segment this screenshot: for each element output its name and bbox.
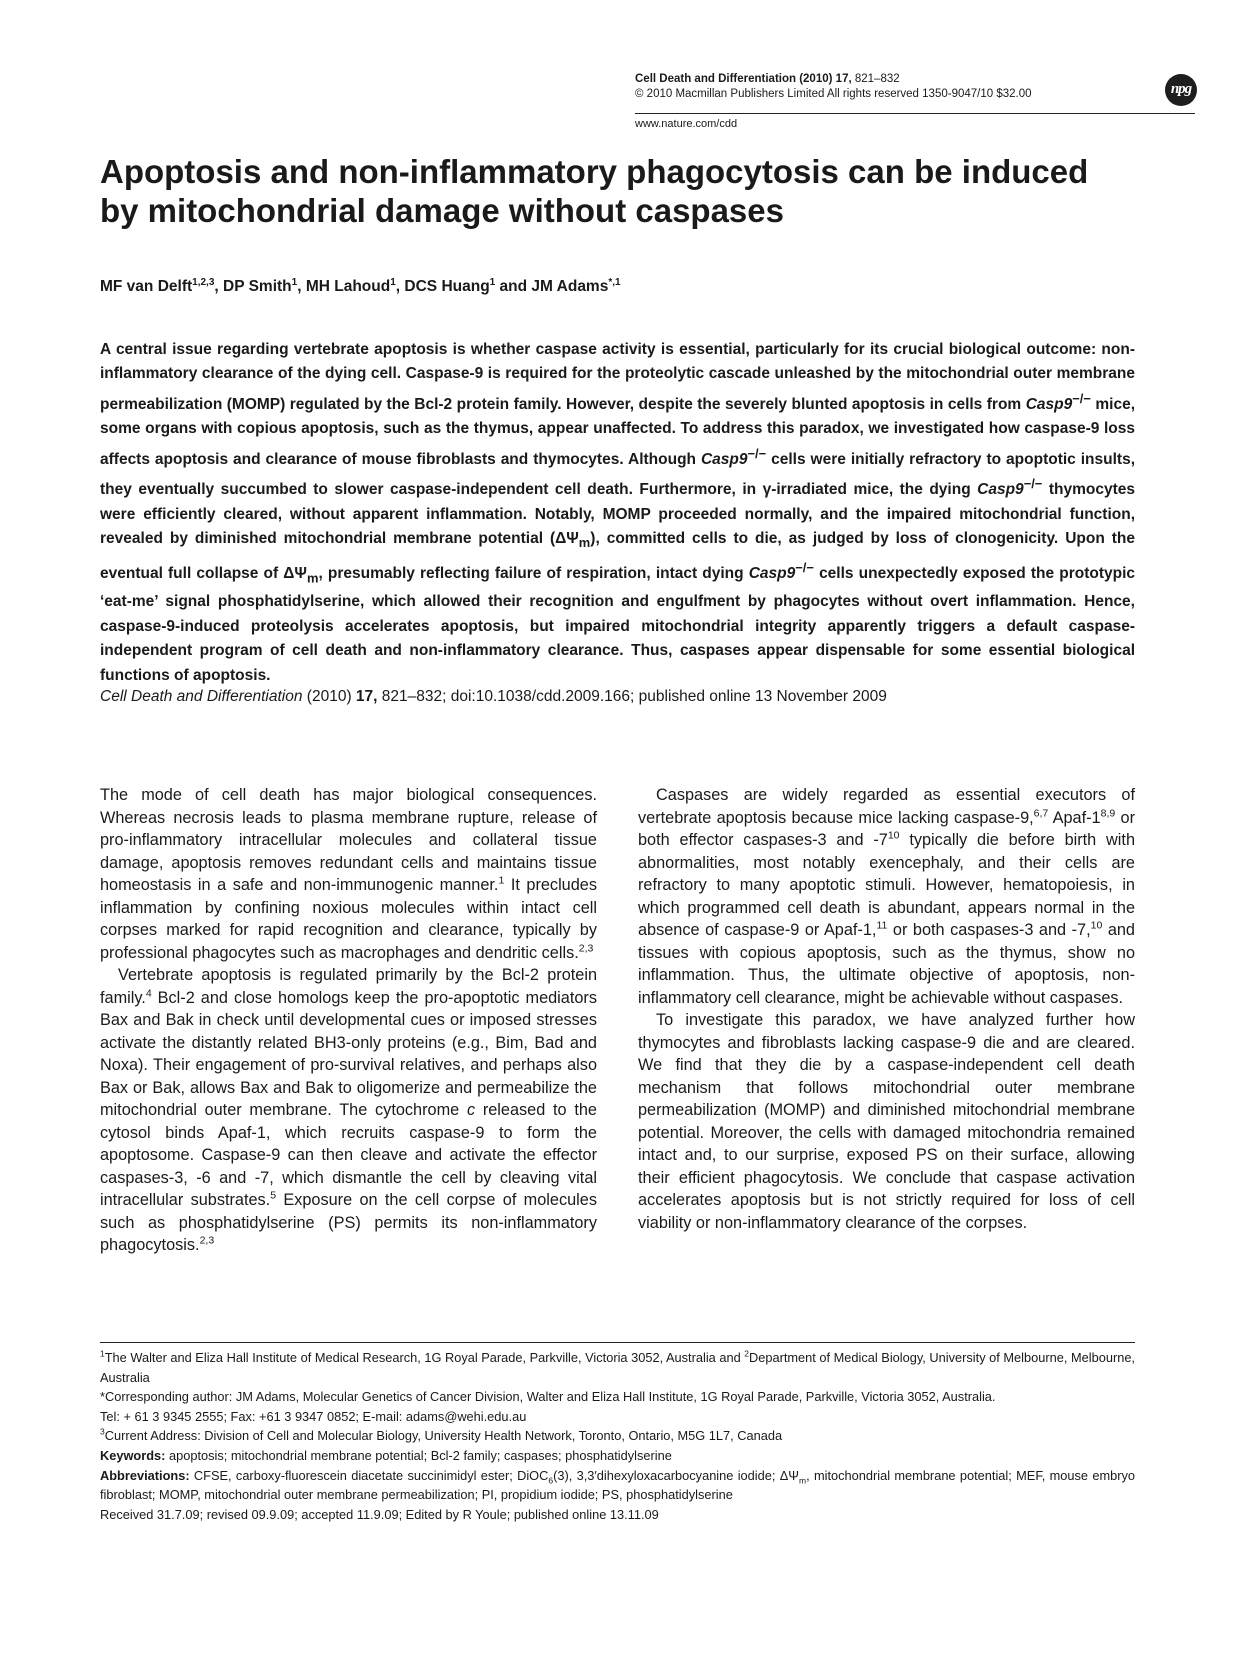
gene-name: Casp9 — [977, 481, 1024, 499]
body-text: or both caspases-3 and -7, — [887, 921, 1091, 939]
citation-details: 821–832; doi:10.1038/cdd.2009.166; published online 13 November 2009 — [381, 688, 887, 705]
footnote-divider — [100, 1342, 1135, 1343]
gene-name: Casp9 — [700, 450, 748, 468]
genotype: −/− — [1072, 390, 1091, 406]
copyright-line: © 2010 Macmillan Publishers Limited All rights reserved 1350-9047/10 $32.00 — [635, 88, 1032, 100]
author-name: DP Smith — [223, 278, 292, 296]
citation-volume: 17, — [355, 688, 378, 705]
author-name: DCS Huang — [404, 278, 490, 296]
body-paragraph — [100, 784, 597, 964]
contact-info[interactable]: Tel: + 61 3 9345 2555; Fax: +61 3 9347 0852; E-mail: adams@wehi.edu.au — [100, 1408, 527, 1424]
gene-name: Casp9 — [1025, 395, 1073, 413]
body-text: It precludes inflammation by confining noxious molecules within intact cell corpses marked for rapid recognition and clearance, typically by professional phagocytes such as macrophages and dendritic cells. — [100, 876, 597, 962]
body-text: or both effector caspases-3 and -7 — [638, 808, 1135, 849]
gene-name: Casp9 — [748, 564, 796, 582]
subscript: m — [578, 535, 591, 551]
journal-citation-line — [635, 72, 1195, 87]
current-address — [100, 1426, 1135, 1446]
reference-link[interactable]: 10 — [887, 829, 900, 842]
body-column-left — [100, 784, 597, 1257]
body-paragraph: To investigate this paradox, we have analyzed further how thymocytes and fibroblasts lacking caspase-9 die and are cleared. We find that they die by a caspase-independent cell death mechanism that follows mitochondrial outer membrane permeabilization (MOMP) and diminished mitochondrial membrane potential. Moreover, the cells with damaged mitochondria remained intact and, to our surprise, exposed PS on their surface, allowing their efficient phagocytosis. We conclude that caspase activation accelerates apoptosis but is not strictly required for loss of cell viability or non-inflammatory clearance of the corpses. — [638, 1011, 1135, 1232]
corresponding-author: *Corresponding author: JM Adams, Molecular Genetics of Cancer Division, Walter and Eliza Hall Institute, 1G Royal Parade, Parkville, Victoria 3052, Australia. — [100, 1389, 996, 1405]
footnotes — [100, 1348, 1135, 1524]
affiliation-text: Department of Medical Biology, University of Melbourne, Melbourne, Australia — [100, 1350, 1135, 1385]
abstract-text: mice, some organs with copious apoptosis, such as the thymus, appear unaffected. To address this paradox, we investigated how caspase-9 loss affects apoptosis and clearance of mouse fibroblasts and thymocytes. Although — [100, 395, 1135, 468]
genotype: −/− — [747, 445, 767, 461]
abstract-text: thymocytes were efficiently cleared, without apparent inflammation. Notably, MOMP proceeded normally, and the impaired mitochondrial function, revealed by diminished mitochondrial membrane potential (ΔΨ — [100, 481, 1135, 548]
reference-link[interactable]: 2,3 — [199, 1234, 215, 1247]
author-name: MH Lahoud — [305, 278, 391, 296]
journal-pages: 821–832 — [854, 73, 900, 85]
body-paragraph — [100, 964, 597, 1257]
journal-header — [635, 72, 1195, 102]
body-text: Bcl-2 and close homologs keep the pro-apoptotic mediators Bax and Bak in check until developmental cues or imposed stresses activate the distantly related BH3-only proteins (e.g., Bim, Bad and Noxa). Their engagement of pro-survival relatives, and perhaps also Bax or Bak, allows Bax and Bak to oligomerize and permeabilize the mitochondrial outer membrane. The cytochrome — [100, 988, 597, 1119]
author-affiliation: 1 — [291, 277, 298, 288]
body-paragraph — [638, 784, 1135, 1009]
abstract-text: A central issue regarding vertebrate apoptosis is whether caspase activity is essential, particularly for its crucial biological outcome: non-inflammatory clearance of the dying cell. Caspase-9 is required for the proteolytic cascade unleashed by the mitochondrial outer membrane permeabilization (MOMP) regulated by the Bcl-2 protein family. However, despite the severely blunted apoptosis in cells from — [100, 341, 1135, 413]
reference-link[interactable]: 2,3 — [578, 942, 594, 955]
body-column-right — [638, 784, 1135, 1234]
reference-link[interactable]: 1 — [498, 874, 505, 887]
npg-logo: npg — [1165, 74, 1197, 106]
reference-link[interactable]: 4 — [145, 987, 152, 1000]
abstract-text: cells unexpectedly exposed the prototypic ‘eat-me’ signal phosphatidylserine, which allowed their recognition and engulfment by phagocytes without overt inflammation. Hence, caspase-9-induced proteolysis accelerates apoptosis, but impaired mitochondrial integrity apparently triggers a default caspase-independent program of cell death and non-inflammatory clearance. Thus, caspases appear dispensable for some essential biological functions of apoptosis. — [100, 564, 1135, 684]
affiliation-marker: 1 — [100, 1348, 105, 1359]
reference-link[interactable]: 5 — [270, 1189, 277, 1202]
article-citation — [100, 688, 887, 706]
received-dates: Received 31.7.09; revised 09.9.09; accepted 11.9.09; Edited by R Youle; published online 13.11.09 — [100, 1506, 659, 1522]
abstract-text: , presumably reflecting failure of respiration, intact dying — [318, 564, 744, 582]
body-text: Exposure on the cell corpse of molecules such as phosphatidylserine (PS) permits its non-inflammatory phagocytosis. — [100, 1191, 597, 1254]
keywords-label: Keywords: — [100, 1447, 166, 1463]
body-text: and tissues with copious apoptosis, such as the thymus, show no inflammation. Thus, the ultimate objective of apoptosis, non-inflammatory cell clearance, might be achievable without caspases. — [638, 921, 1135, 1007]
affiliations — [100, 1348, 1135, 1387]
abbreviations-text: CFSE, carboxy-fluorescein diacetate succinimidyl ester; DiOC — [189, 1467, 549, 1483]
affiliation-text: Current Address: Division of Cell and Molecular Biology, University Health Network, Toronto, Ontario, M5G 1L7, Canada — [104, 1428, 783, 1444]
keywords — [100, 1446, 1135, 1466]
abstract — [100, 338, 1135, 688]
author-list: MF van Delft$^{1,2,3}$, DP Smith$^1$, MH Lahoud$^1$, DCS Huang$^1$ and JM Adams$^{*,1}$ — [100, 277, 621, 296]
author-affiliation: 1 — [390, 277, 396, 288]
reference-link[interactable]: 10 — [1090, 919, 1103, 932]
abstract-text: ), committed cells to die, as judged by loss of clonogenicity. Upon the eventual full collapse of ΔΨ — [100, 530, 1135, 582]
body-text: Apaf-1 — [1048, 808, 1101, 827]
journal-volume: 17, — [835, 73, 852, 85]
author-name: JM Adams — [531, 278, 609, 296]
citation-journal: Cell Death and Differentiation — [100, 688, 303, 705]
author-affiliation: *,1 — [608, 277, 621, 288]
affiliation-marker: 3 — [100, 1427, 105, 1438]
abstract-text: cells were initially refractory to apoptotic insults, they eventually succumbed to slower caspase-independent cell death. Furthermore, in γ-irradiated mice, the dying — [100, 450, 1135, 499]
author-name: MF van Delft — [100, 278, 193, 296]
affiliation-text: The Walter and Eliza Hall Institute of Medical Research, 1G Royal Parade, Parkville, Victoria 3052, Australia and — [104, 1350, 745, 1365]
body-text: released to the cytosol binds Apaf-1, which recruits caspase-9 to form the apoptosome. Caspase-9 can then cleave and activate the effector caspases-3, -6 and -7, which dismantle the cell by cleaving vital intracellular substrates. — [100, 1101, 597, 1209]
header-divider — [635, 113, 1195, 114]
subscript: m — [798, 1475, 807, 1486]
author-affiliation: 1,2,3 — [192, 277, 215, 288]
affiliation-marker: 2 — [744, 1348, 749, 1359]
citation-year: (2010) — [306, 688, 352, 705]
abbreviations — [100, 1466, 1135, 1505]
reference-link[interactable]: 6,7 — [1033, 807, 1049, 820]
genotype: −/− — [1023, 476, 1043, 492]
body-text: typically die before birth with abnormalities, most notably exencephaly, and their cells are refractory to many apoptotic stimuli. However, hematopoiesis, in which programmed cell death is abundant, appears normal in the absence of caspase-9 or Apaf-1, — [638, 831, 1136, 939]
keywords-text: apoptosis; mitochondrial membrane potential; Bcl-2 family; caspases; phosphatidylserine — [165, 1447, 672, 1463]
body-text: The mode of cell death has major biological consequences. Whereas necrosis leads to plasma membrane rupture, release of pro-inflammatory intracellular molecules and collateral tissue damage, apoptosis removes redundant cells and maintains tissue homeostasis in a safe and non-immunogenic manner. — [100, 786, 597, 894]
reference-link[interactable]: 11 — [876, 919, 888, 932]
body-text: Vertebrate apoptosis is regulated primarily by the Bcl-2 protein family. — [100, 966, 597, 1007]
abbreviations-text: , mitochondrial membrane potential; MEF, mouse embryo fibroblast; MOMP, mitochondrial outer membrane permeabilization; PI, propidium iodide; PS, phosphatidylserine — [100, 1467, 1135, 1503]
subscript: 6 — [548, 1475, 554, 1486]
journal-url[interactable]: www.nature.com/cdd — [635, 118, 738, 130]
reference-link[interactable]: 8,9 — [1100, 807, 1116, 820]
body-text: Caspases are widely regarded as essential executors of vertebrate apoptosis because mice lacking caspase-9, — [638, 786, 1135, 827]
abbreviations-text: (3), 3,3′dihexyloxacarbocyanine iodide; ΔΨ — [553, 1467, 799, 1483]
abbreviations-label: Abbreviations: — [100, 1467, 190, 1483]
author-affiliation: 1 — [489, 277, 496, 288]
subscript: m — [306, 570, 319, 586]
journal-name: Cell Death and Differentiation (2010) — [635, 73, 833, 85]
italic-term: c — [466, 1101, 476, 1119]
article-title: Apoptosis and non-inflammatory phagocytosis can be induced by mitochondrial damage without caspases — [100, 153, 1089, 229]
genotype: −/− — [795, 559, 814, 575]
